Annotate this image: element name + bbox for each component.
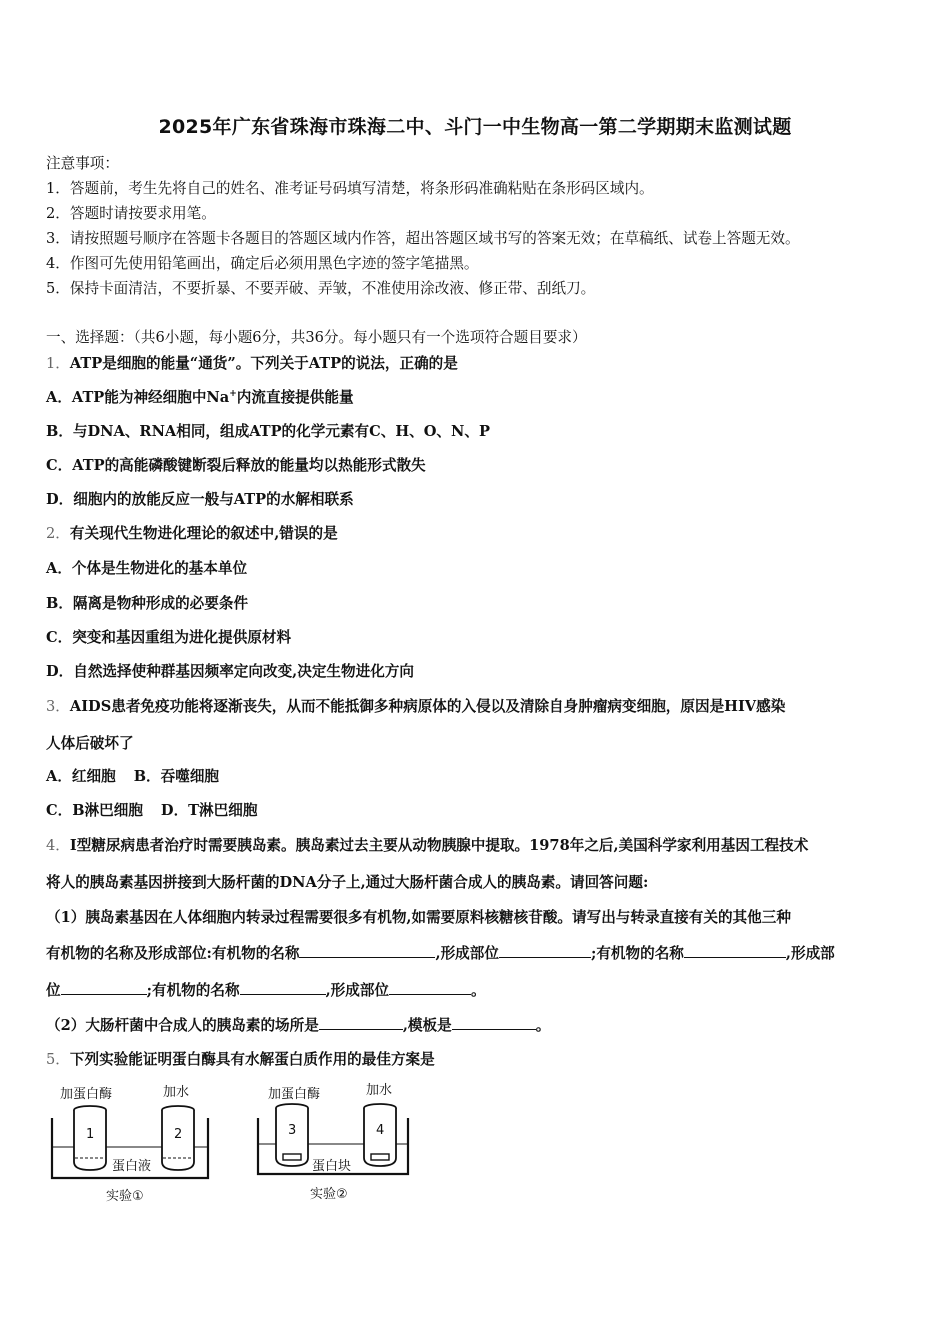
experiment-caption: 实验② [310, 1187, 348, 1202]
experiment-caption: 实验① [106, 1189, 144, 1204]
label-add-protease: 加蛋白酶 [60, 1087, 113, 1102]
tube-number: 2 [174, 1127, 183, 1142]
protein-block [283, 1154, 301, 1160]
label-add-water: 加水 [366, 1083, 393, 1098]
content-label: 蛋白块 [312, 1159, 352, 1174]
question-stem: Ⅰ型糖尿病患者治疗时需要胰岛素。胰岛素过去主要从动物胰腺中提取。1978年之后,美国科学家利用基因工程技术 [69, 837, 809, 854]
protein-block [371, 1154, 389, 1160]
option-b: B．隔离是物种形成的必要条件 [46, 595, 249, 612]
notice-heading: 注意事项： [46, 155, 119, 172]
option-c: C．ATP的高能磷酸键断裂后释放的能量均以热能形式散失 [46, 457, 426, 474]
answer-blank[interactable] [499, 942, 591, 958]
blank-prompt: ;有机物的名称 [146, 982, 240, 999]
blank-prompt: ;有机物的名称 [590, 945, 684, 962]
blank-prompt: ,形成部位 [325, 982, 390, 999]
label-add-water: 加水 [163, 1085, 190, 1100]
option-b: B．与DNA、RNA相同，组成ATP的化学元素有C、H、O、N、P [46, 423, 490, 440]
blank-prompt: 。 [535, 1017, 551, 1034]
notice-item: 4．作图可先使用铅笔画出，确定后必须用黑色字迹的签字笔描黑。 [46, 255, 479, 272]
blank-prompt: 有机物的名称及形成部位:有机物的名称 [46, 945, 300, 962]
option-d: D．自然选择使种群基因频率定向改变,决定生物进化方向 [46, 663, 414, 680]
question-2 [46, 522, 338, 543]
question-number: 5． [46, 1051, 70, 1068]
tube-number: 1 [86, 1127, 95, 1142]
answer-blank[interactable] [452, 1014, 536, 1030]
subquestion-1-blanks-cont [46, 979, 486, 1000]
notice-item: 2．答题时请按要求用笔。 [46, 205, 216, 222]
option-d: D．T淋巴细胞 [160, 802, 258, 819]
question-stem: 有关现代生物进化理论的叙述中,错误的是 [69, 525, 338, 542]
content-label: 蛋白液 [112, 1159, 152, 1174]
subquestion-1-blanks [46, 942, 835, 963]
options-cd [46, 799, 257, 820]
question-number: 1． [46, 355, 70, 372]
question-4 [46, 834, 808, 855]
option-d: D．细胞内的放能反应一般与ATP的水解相联系 [46, 491, 354, 508]
notice-item: 3．请按照题号顺序在答题卡各题目的答题区域内作答，超出答题区域书写的答案无效；在草稿纸、试卷上答题无效。 [46, 230, 800, 247]
answer-blank[interactable] [684, 942, 786, 958]
answer-blank[interactable] [61, 979, 147, 995]
answer-blank[interactable] [389, 979, 471, 995]
option-a: A．个体是生物进化的基本单位 [46, 560, 248, 577]
notice-item: 5．保持卡面清洁，不要折暴、不要弄破、弄皱，不准使用涂改液、修正带、刮纸刀。 [46, 280, 596, 297]
question-stem: ATP是细胞的能量“通货”。下列关于ATP的说法，正确的是 [69, 355, 458, 372]
question-3 [46, 695, 785, 716]
options-ab [46, 765, 219, 786]
question-stem-cont: 人体后破坏了 [46, 735, 134, 752]
question-1 [46, 352, 458, 373]
blank-prompt: （2）大肠杆菌中合成人的胰岛素的场所是 [46, 1017, 319, 1034]
option-a-text-pre: A．ATP能为神经细胞中Na [46, 389, 230, 406]
experiment-2 [258, 1082, 408, 1202]
question-stem: AIDS患者免疫功能将逐渐丧失，从而不能抵御多种病原体的入侵以及清除自身肿瘤病变细胞，原因是HIV感染 [69, 698, 786, 715]
question-number: 4． [46, 837, 70, 854]
question-stem-cont: 将人的胰岛素基因拼接到大肠杆菌的DNA分子上,通过大肠杆菌合成人的胰岛素。请回答问题: [46, 874, 649, 891]
subquestion-2 [46, 1014, 550, 1035]
tube-number: 3 [288, 1123, 297, 1138]
option-b: B．吞噬细胞 [133, 768, 220, 785]
blank-prompt: 。 [471, 982, 486, 999]
answer-blank[interactable] [319, 1014, 403, 1030]
question-stem: 下列实验能证明蛋白酶具有水解蛋白质作用的最佳方案是 [69, 1051, 435, 1068]
answer-blank[interactable] [240, 979, 326, 995]
label-add-protease: 加蛋白酶 [268, 1087, 321, 1102]
option-c: C．突变和基因重组为进化提供原材料 [46, 629, 292, 646]
experiment-1 [52, 1084, 208, 1204]
blank-prompt: 位 [46, 982, 61, 999]
blank-prompt: ,模板是 [402, 1017, 452, 1034]
experiment-figure [46, 1078, 426, 1213]
question-5 [46, 1048, 435, 1069]
tube-number: 4 [376, 1123, 385, 1138]
blank-prompt: ,形成部位 [435, 945, 499, 962]
option-a [46, 386, 354, 407]
option-c: C．B淋巴细胞 [46, 802, 143, 819]
answer-blank[interactable] [299, 942, 435, 958]
page-title: 2025年广东省珠海市珠海二中、斗门一中生物高一第二学期期末监测试题 [158, 116, 792, 138]
blank-prompt: ,形成部 [785, 945, 835, 962]
superscript-plus: + [229, 389, 237, 400]
option-a: A．红细胞 [46, 768, 116, 785]
question-number: 2． [46, 525, 70, 542]
option-a-text-post: 内流直接提供能量 [236, 389, 354, 406]
question-number: 3． [46, 698, 70, 715]
notice-item: 1．答题前，考生先将自己的姓名、准考证号码填写清楚，将条形码准确粘贴在条形码区域内。 [46, 180, 654, 197]
section-heading: 一、选择题：（共6小题，每小题6分，共36分。每小题只有一个选项符合题目要求） [46, 329, 587, 346]
subquestion-1: （1）胰岛素基因在人体细胞内转录过程需要很多有机物,如需要原料核糖核苷酸。请写出与转录直接有关的其他三种 [46, 909, 791, 926]
